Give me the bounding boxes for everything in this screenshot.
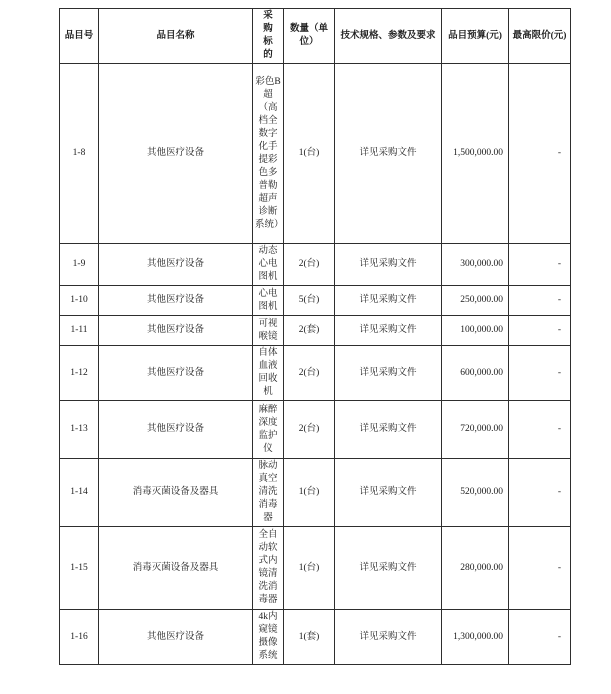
cell-item-name: 其他医疗设备	[99, 244, 253, 286]
cell-qty: 5(台)	[284, 286, 335, 316]
cell-spec: 详见采购文件	[335, 64, 442, 244]
cell-qty: 1(台)	[284, 64, 335, 244]
table-row	[60, 527, 571, 610]
table-body	[60, 64, 571, 665]
header-row	[60, 9, 571, 64]
cell-item-no: 1-16	[60, 610, 99, 665]
table-row	[60, 244, 571, 286]
cell-spec: 详见采购文件	[335, 610, 442, 665]
cell-budget: 100,000.00	[442, 316, 509, 346]
column-header-budget: 品目预算(元)	[442, 9, 509, 64]
cell-spec: 详见采购文件	[335, 527, 442, 610]
cell-item-name: 其他医疗设备	[99, 64, 253, 244]
cell-spec: 详见采购文件	[335, 459, 442, 527]
cell-item-name: 其他医疗设备	[99, 346, 253, 401]
cell-budget: 250,000.00	[442, 286, 509, 316]
cell-max-price: -	[509, 610, 571, 665]
cell-item-no: 1-14	[60, 459, 99, 527]
cell-item-no: 1-12	[60, 346, 99, 401]
cell-qty: 1(台)	[284, 459, 335, 527]
cell-max-price: -	[509, 286, 571, 316]
cell-item-no: 1-13	[60, 401, 99, 459]
column-header-target	[253, 9, 284, 64]
cell-qty: 1(套)	[284, 610, 335, 665]
table-row	[60, 346, 571, 401]
column-header-item-no: 品目号	[60, 9, 99, 64]
cell-budget: 280,000.00	[442, 527, 509, 610]
cell-item-no: 1-15	[60, 527, 99, 610]
cell-max-price: -	[509, 401, 571, 459]
column-header-target-label: 采购标的	[263, 11, 273, 60]
table-row	[60, 286, 571, 316]
table-header	[60, 9, 571, 64]
cell-max-price: -	[509, 64, 571, 244]
cell-qty: 2(台)	[284, 401, 335, 459]
table-row	[60, 610, 571, 665]
cell-qty: 2(套)	[284, 316, 335, 346]
cell-item-name: 消毒灭菌设备及器具	[99, 527, 253, 610]
cell-target: 心电图机	[253, 286, 284, 316]
cell-budget: 720,000.00	[442, 401, 509, 459]
cell-spec: 详见采购文件	[335, 316, 442, 346]
cell-item-name: 消毒灭菌设备及器具	[99, 459, 253, 527]
column-header-spec: 技术规格、参数及要求	[335, 9, 442, 64]
cell-budget: 600,000.00	[442, 346, 509, 401]
table-row	[60, 64, 571, 244]
cell-target: 麻醉深度监护仪	[253, 401, 284, 459]
cell-max-price: -	[509, 244, 571, 286]
cell-budget: 1,300,000.00	[442, 610, 509, 665]
cell-max-price: -	[509, 316, 571, 346]
cell-max-price: -	[509, 527, 571, 610]
cell-spec: 详见采购文件	[335, 286, 442, 316]
cell-item-name: 其他医疗设备	[99, 286, 253, 316]
cell-budget: 1,500,000.00	[442, 64, 509, 244]
table-row	[60, 316, 571, 346]
cell-budget: 520,000.00	[442, 459, 509, 527]
cell-item-name: 其他医疗设备	[99, 316, 253, 346]
cell-item-no: 1-11	[60, 316, 99, 346]
cell-item-name: 其他医疗设备	[99, 401, 253, 459]
cell-qty: 1(台)	[284, 527, 335, 610]
cell-spec: 详见采购文件	[335, 401, 442, 459]
column-header-max-price: 最高限价(元)	[509, 9, 571, 64]
cell-qty: 2(台)	[284, 346, 335, 401]
cell-target: 自体血液回收机	[253, 346, 284, 401]
column-header-item-name: 品目名称	[99, 9, 253, 64]
cell-target: 4k内窥镜摄像系统	[253, 610, 284, 665]
column-header-qty: 数量（单位）	[284, 9, 335, 64]
table-row	[60, 459, 571, 527]
cell-item-no: 1-10	[60, 286, 99, 316]
cell-item-no: 1-8	[60, 64, 99, 244]
cell-target: 动态心电图机	[253, 244, 284, 286]
cell-max-price: -	[509, 459, 571, 527]
table-row	[60, 401, 571, 459]
cell-max-price: -	[509, 346, 571, 401]
cell-item-name: 其他医疗设备	[99, 610, 253, 665]
procurement-items-table	[59, 8, 571, 665]
cell-item-no: 1-9	[60, 244, 99, 286]
cell-target: 全自动软式内镜清洗消毒器	[253, 527, 284, 610]
cell-budget: 300,000.00	[442, 244, 509, 286]
cell-qty: 2(台)	[284, 244, 335, 286]
cell-target: 可视喉镜	[253, 316, 284, 346]
cell-target: 脉动真空清洗消毒器	[253, 459, 284, 527]
cell-spec: 详见采购文件	[335, 244, 442, 286]
cell-target: 彩色B超（高档全数字化手提彩色多普勒超声诊断系统）	[253, 64, 284, 244]
cell-spec: 详见采购文件	[335, 346, 442, 401]
